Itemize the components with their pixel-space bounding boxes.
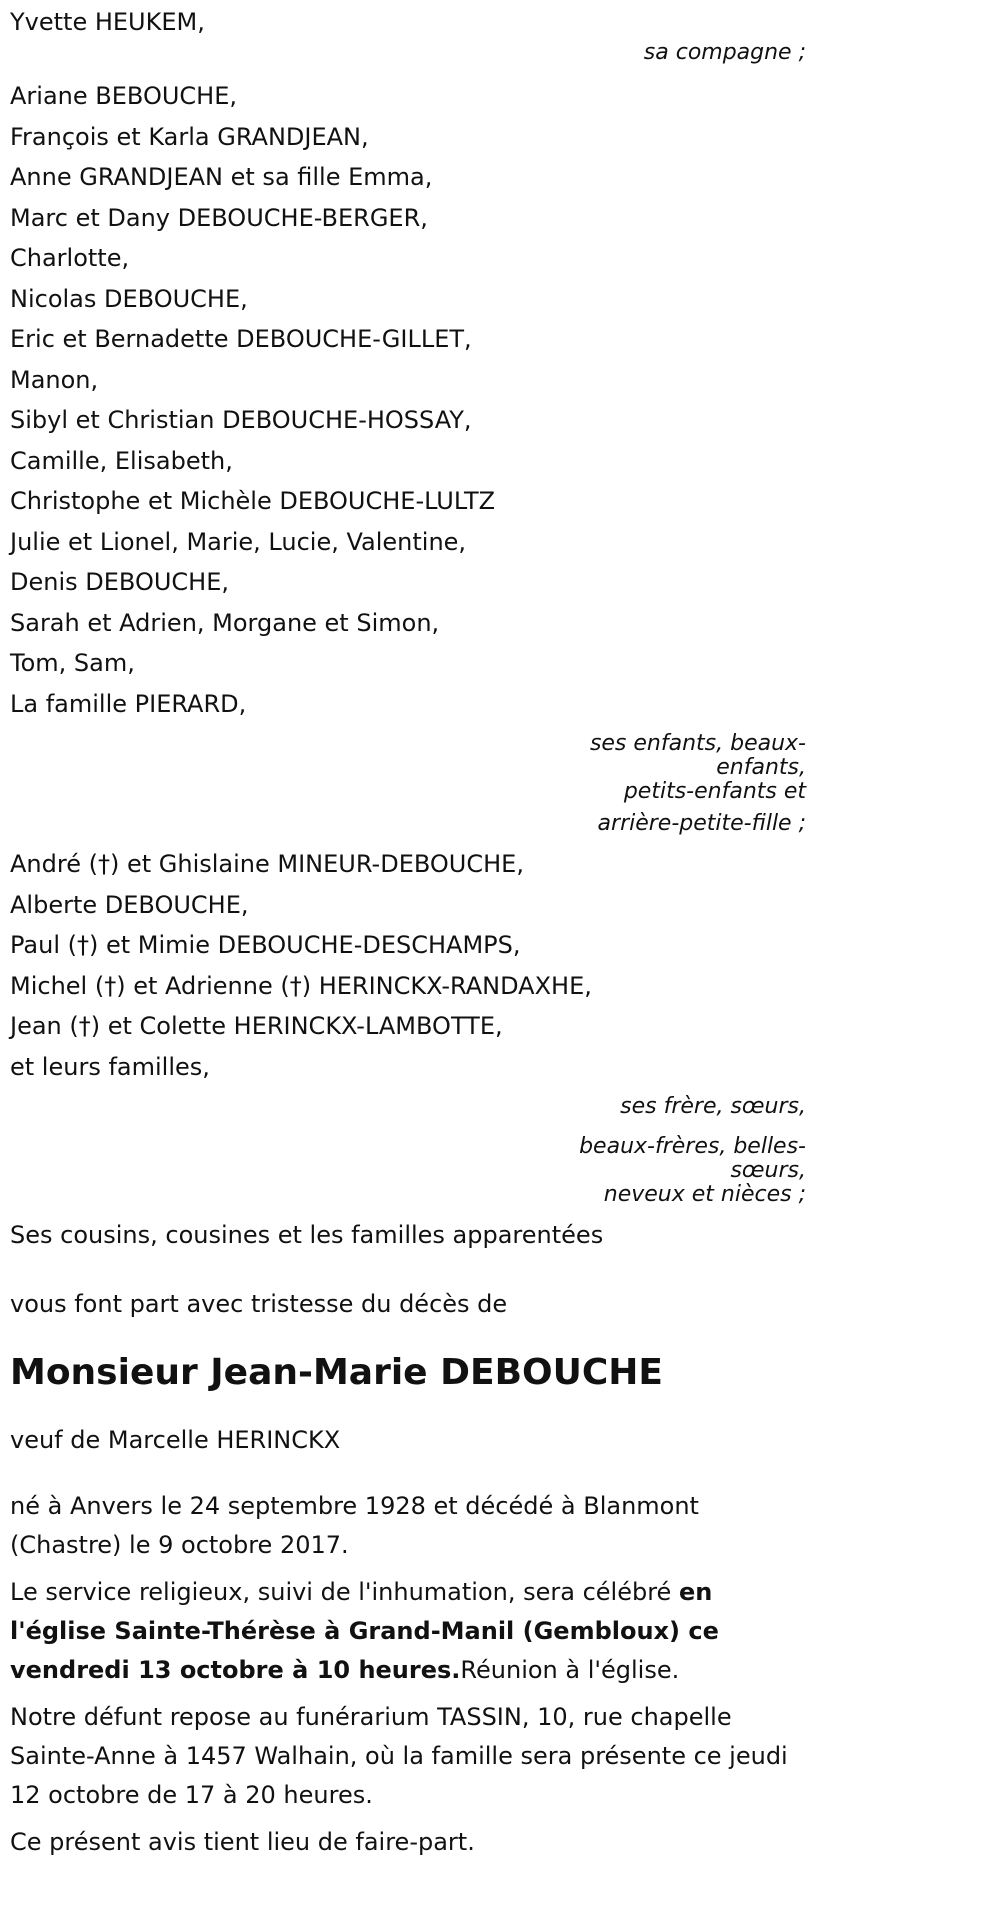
service-paragraph [10,1573,810,1690]
family-name-line: Sibyl et Christian DEBOUCHE-HOSSAY, [10,406,472,434]
relationship-text: enfants, [716,755,806,780]
family-name-line: François et Karla GRANDJEAN, [10,122,369,151]
family-group-partner [10,0,810,68]
family-name-line: Charlotte, [10,244,130,272]
family-name-line: Christophe et Michèle DEBOUCHE-LULTZ [10,487,496,515]
family-name-line: Manon, [10,365,99,394]
family-group-siblings [10,844,810,1207]
closing-line: Ce présent avis tient lieu de faire-part. [10,1827,475,1856]
family-name-line: Camille, Elisabeth, [10,446,233,475]
family-name-line: Jean (†) et Colette HERINCKX-LAMBOTTE, [10,1012,503,1040]
service-after: Réunion à l'église. [460,1655,680,1684]
cousins-line: Ses cousins, cousines et les familles apparentées [10,1221,604,1249]
relationship-label [10,1087,810,1207]
relationship-text: ses frère, sœurs, [620,1094,806,1119]
family-name-line: Denis DEBOUCHE, [10,568,229,596]
family-group-children [10,76,810,844]
family-name-line: La famille PIERARD, [10,689,247,718]
family-name-line: Michel (†) et Adrienne (†) HERINCKX-RANDAXHE, [10,971,592,1000]
family-name-line: Sarah et Adrien, Morgane et Simon, [10,608,440,637]
family-name-line: Nicolas DEBOUCHE, [10,284,248,313]
relationship-text: petits-enfants et [623,779,806,804]
family-name-line: Alberte DEBOUCHE, [10,890,249,919]
family-name-line: Marc et Dany DEBOUCHE-BERGER, [10,203,428,232]
family-name-line: Anne GRANDJEAN et sa fille Emma, [10,163,433,191]
family-name-line: Yvette HEUKEM, [10,8,205,36]
family-name-line: Tom, Sam, [10,649,135,677]
relationship-text: ses enfants, beaux- [589,731,806,756]
service-intro: Le service religieux, suivi de l'inhumation, sera célébré [10,1577,679,1606]
relationship-label [10,724,810,844]
family-name-line: Julie et Lionel, Marie, Lucie, Valentine, [10,527,467,556]
announcement-line: vous font part avec tristesse du décès de [10,1289,508,1318]
relationship-text: sa compagne ; [643,40,806,65]
relationship-text: sœurs, [730,1158,806,1183]
birth-death-paragraph: né à Anvers le 24 septembre 1928 et décédé à Blanmont (Chastre) le 9 octobre 2017. [10,1491,699,1559]
deceased-name: Monsieur Jean-Marie DEBOUCHE [10,1352,664,1393]
family-name-line: et leurs familles, [10,1052,210,1081]
family-name-line: Eric et Bernadette DEBOUCHE-GILLET, [10,325,472,353]
relationship-text: beaux-frères, belles- [579,1134,806,1159]
family-name-line: Paul (†) et Mimie DEBOUCHE-DESCHAMPS, [10,931,521,959]
relationship-text: arrière-petite-fille ; [597,811,806,836]
service-location-time: en l'église Sainte-Thérèse à Grand-Manil (Gembloux) ce vendredi 13 octobre à 10 heures. [10,1577,719,1684]
relationship-text: neveux et nièces ; [603,1182,806,1207]
widower-line: veuf de Marcelle HERINCKX [10,1426,341,1454]
family-name-line: André (†) et Ghislaine MINEUR-DEBOUCHE, [10,850,524,878]
family-name-line: Ariane BEBOUCHE, [10,82,237,110]
funeral-home-paragraph: Notre défunt repose au funérarium TASSIN, 10, rue chapelle Sainte-Anne à 1457 Walhain, où la famille sera présente ce jeudi 12 octobre de 17 à 20 heures. [10,1702,788,1809]
